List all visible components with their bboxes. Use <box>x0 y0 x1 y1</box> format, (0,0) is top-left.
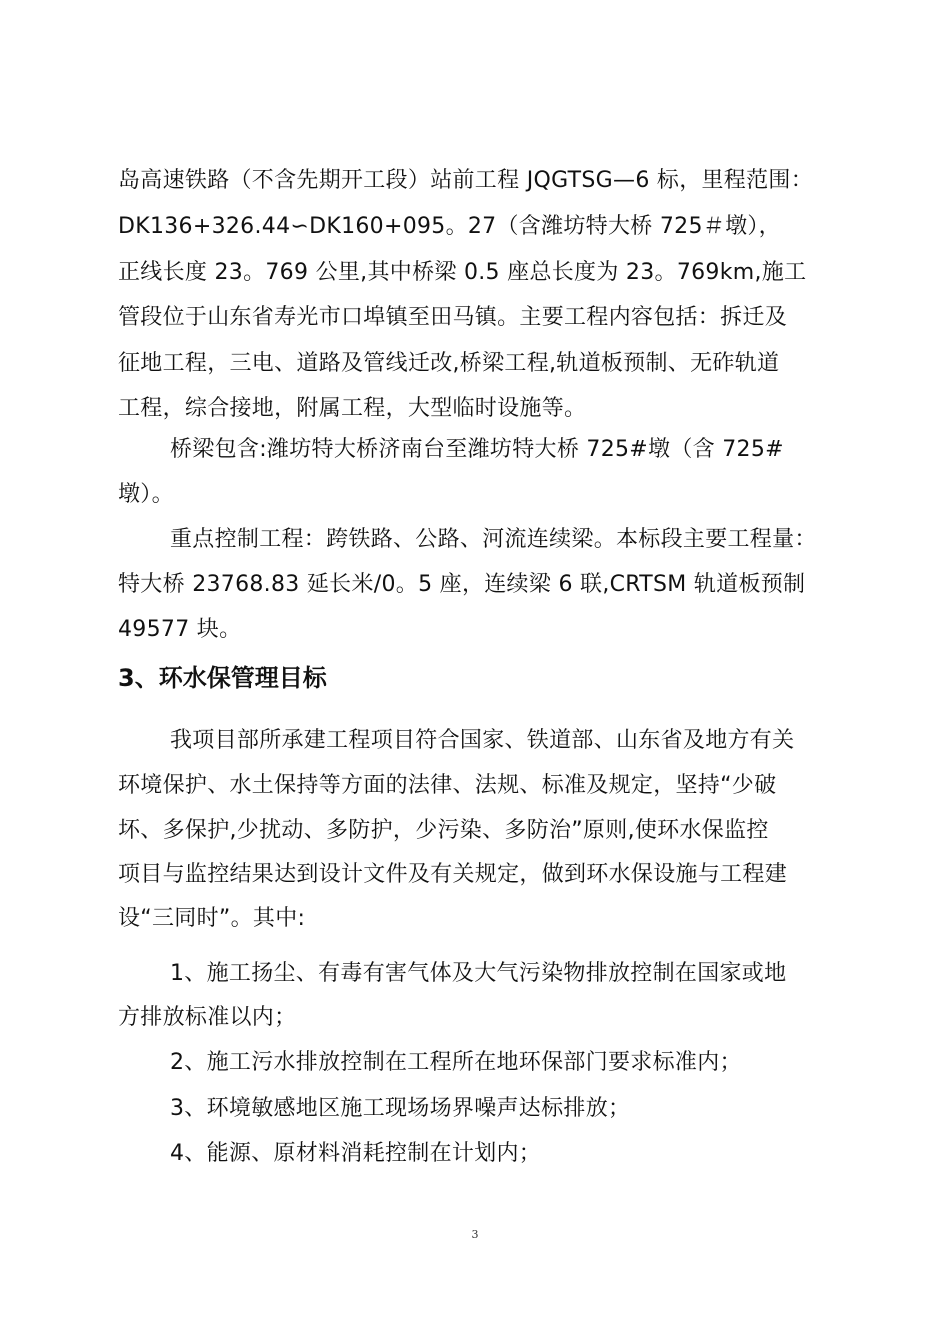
intro-line-6: 工程，综合接地，附属工程，大型临时设施等。 <box>118 396 587 421</box>
intro-line-4: 管段位于山东省寿光市口埠镇至田马镇。主要工程内容包括：拆迁及 <box>118 305 788 330</box>
key-line-3: 49577 块。 <box>118 617 242 642</box>
goal-line-2: 环境保护、水土保持等方面的法律、法规、标准及规定，坚持“少破 <box>118 773 777 798</box>
list-item-1-line-2: 方排放标准以内； <box>118 1005 297 1030</box>
list-item-4: 4、能源、原材料消耗控制在计划内； <box>170 1141 542 1166</box>
goal-line-5: 设“三同时”。其中: <box>118 906 306 931</box>
goal-line-3: 坏、多保护,少扰动、多防护，少污染、多防治”原则,使环水保监控 <box>118 818 769 843</box>
intro-line-2: DK136+326.44∽DK160+095。27（含潍坊特大桥 725＃墩）， <box>118 214 781 239</box>
key-line-1: 重点控制工程：跨铁路、公路、河流连续梁。本标段主要工程量： <box>170 527 817 552</box>
list-item-1-line-1: 1、施工扬尘、有毒有害气体及大气污染物排放控制在国家或地 <box>170 961 787 986</box>
goal-line-1: 我项目部所承建工程项目符合国家、铁道部、山东省及地方有关 <box>170 728 795 753</box>
list-item-2: 2、施工污水排放控制在工程所在地环保部门要求标准内； <box>170 1050 742 1075</box>
bridge-line-2: 墩）。 <box>118 482 174 507</box>
key-line-2: 特大桥 23768.83 延长米/0。5 座，连续梁 6 联,CRTSM 轨道板预制 <box>118 572 806 597</box>
intro-line-5: 征地工程，三电、道路及管线迁改,桥梁工程,轨道板预制、无砟轨道 <box>118 351 780 376</box>
page-number: 3 <box>471 1228 479 1241</box>
bridge-line-1: 桥梁包含:潍坊特大桥济南台至潍坊特大桥 725#墩（含 725# <box>170 437 784 462</box>
list-item-3: 3、环境敏感地区施工现场场界噪声达标排放； <box>170 1096 631 1121</box>
section-heading: 3、环水保管理目标 <box>118 664 327 692</box>
intro-line-3: 正线长度 23。769 公里,其中桥梁 0.5 座总长度为 23。769km,施工 <box>118 260 807 285</box>
goal-line-4: 项目与监控结果达到设计文件及有关规定，做到环水保设施与工程建 <box>118 862 788 887</box>
intro-line-1: 岛高速铁路（不含先期开工段）站前工程 JQGTSG—6 标，里程范围： <box>118 168 814 193</box>
